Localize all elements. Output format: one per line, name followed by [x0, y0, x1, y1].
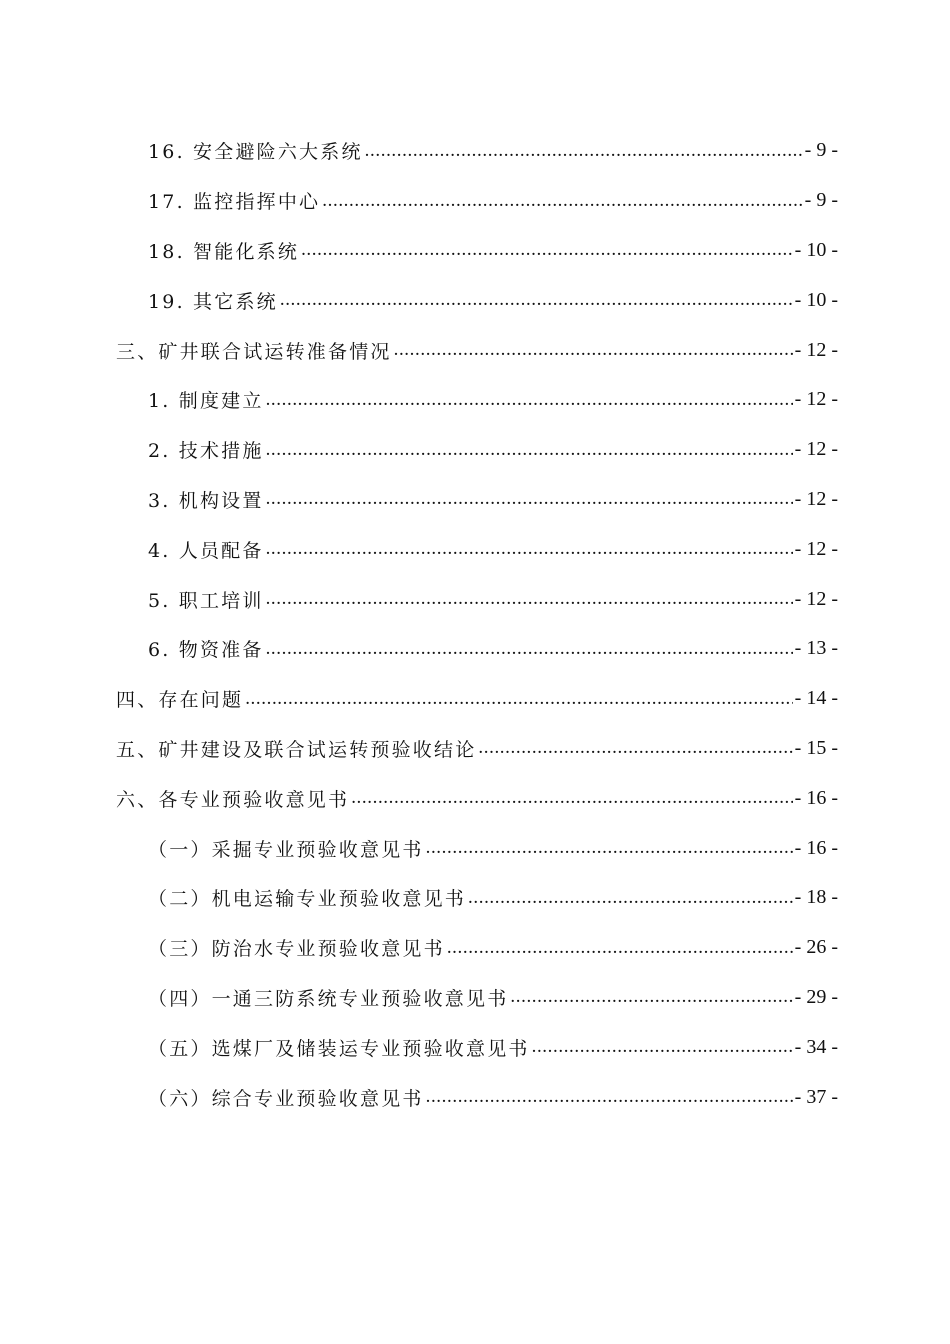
toc-entry-label: 3. 机构设置 [148, 489, 264, 512]
toc-entry[interactable] [0, 176, 950, 226]
toc-page-number: - 34 - [794, 1035, 838, 1058]
toc-entry[interactable] [0, 724, 950, 774]
toc-page-number: - 9 - [804, 189, 838, 212]
toc-page-number: - 12 - [794, 537, 838, 560]
toc-entry-label: 2. 技术措施 [148, 440, 264, 463]
toc-entry[interactable] [0, 1022, 950, 1072]
toc-entry[interactable] [0, 226, 950, 276]
toc-page-number: - 29 - [794, 985, 838, 1008]
toc-page-number: - 10 - [794, 238, 838, 261]
toc-entry-label: （四）一通三防系统专业预验收意见书 [148, 987, 509, 1010]
toc-entry[interactable] [0, 524, 950, 574]
toc-page-number: - 12 - [794, 438, 838, 461]
toc-page-number: - 16 - [794, 836, 838, 859]
toc-entry-label: 4. 人员配备 [148, 539, 264, 562]
toc-entry-label: 16. 安全避险六大系统 [148, 141, 363, 164]
toc-leader-dots [426, 837, 793, 859]
toc-page-number: - 14 - [794, 687, 838, 710]
toc-leader-dots [266, 588, 793, 610]
toc-page-number: - 12 - [794, 338, 838, 361]
toc-entry-label: 6. 物资准备 [148, 639, 264, 662]
toc-leader-dots [510, 986, 792, 1008]
toc-entry[interactable] [0, 973, 950, 1023]
toc-entry-label: 1. 制度建立 [148, 390, 264, 413]
toc-leader-dots [322, 190, 802, 212]
toc-entry[interactable] [0, 674, 950, 724]
toc-entry[interactable] [0, 923, 950, 973]
toc-entry[interactable] [0, 375, 950, 425]
toc-page-number: - 12 - [794, 388, 838, 411]
toc-page-number: - 9 - [804, 139, 838, 162]
toc-entry[interactable] [0, 574, 950, 624]
toc-leader-dots [266, 538, 793, 560]
toc-leader-dots [266, 389, 793, 411]
toc-leader-dots [301, 239, 793, 261]
toc-entry-label: 5. 职工培训 [148, 589, 264, 612]
toc-page-number: - 26 - [794, 936, 838, 959]
toc-entry[interactable] [0, 325, 950, 375]
toc-page-number: - 37 - [794, 1085, 838, 1108]
toc-entry[interactable] [0, 275, 950, 325]
toc-leader-dots [266, 488, 793, 510]
toc-page-number: - 13 - [794, 637, 838, 660]
toc-entry[interactable] [0, 624, 950, 674]
toc-page-number: - 18 - [794, 886, 838, 909]
toc-page-number: - 10 - [794, 288, 838, 311]
toc-entry[interactable] [0, 823, 950, 873]
toc-entry[interactable] [0, 873, 950, 923]
toc-entry-label: （五）选煤厂及储装运专业预验收意见书 [148, 1037, 530, 1060]
toc-leader-dots [266, 439, 793, 461]
toc-leader-dots [532, 1036, 793, 1058]
toc-entry[interactable] [0, 475, 950, 525]
toc-entry[interactable] [0, 126, 950, 176]
toc-entry-label: （二）机电运输专业预验收意见书 [148, 888, 467, 911]
toc-page-number: - 15 - [794, 736, 838, 759]
toc-entry-label: 三、矿井联合试运转准备情况 [116, 340, 392, 363]
toc-entry-label: （六）综合专业预验收意见书 [148, 1087, 424, 1110]
toc-page-number: - 12 - [794, 487, 838, 510]
toc-entry-label: （一）采掘专业预验收意见书 [148, 838, 424, 861]
toc-entry-label: 四、存在问题 [116, 689, 244, 712]
toc-entry-label: 19. 其它系统 [148, 290, 278, 313]
toc-leader-dots [478, 737, 792, 759]
toc-entry[interactable] [0, 1072, 950, 1122]
toc-leader-dots [394, 339, 793, 361]
toc-leader-dots [280, 289, 793, 311]
toc-leader-dots [245, 688, 792, 710]
toc-page-number: - 12 - [794, 587, 838, 610]
toc-page-number: - 16 - [794, 786, 838, 809]
table-of-contents [0, 126, 950, 1122]
toc-entry-label: 17. 监控指挥中心 [148, 191, 321, 214]
toc-leader-dots [468, 887, 793, 909]
toc-entry-label: 六、各专业预验收意见书 [116, 788, 350, 811]
toc-entry-label: （三）防治水专业预验收意见书 [148, 938, 445, 961]
toc-entry[interactable] [0, 773, 950, 823]
toc-entry[interactable] [0, 425, 950, 475]
toc-leader-dots [351, 787, 792, 809]
toc-entry-label: 18. 智能化系统 [148, 240, 300, 263]
toc-leader-dots [426, 1086, 793, 1108]
toc-leader-dots [266, 638, 793, 660]
toc-entry-label: 五、矿井建设及联合试运转预验收结论 [116, 738, 477, 761]
toc-leader-dots [447, 937, 793, 959]
toc-leader-dots [365, 140, 803, 162]
